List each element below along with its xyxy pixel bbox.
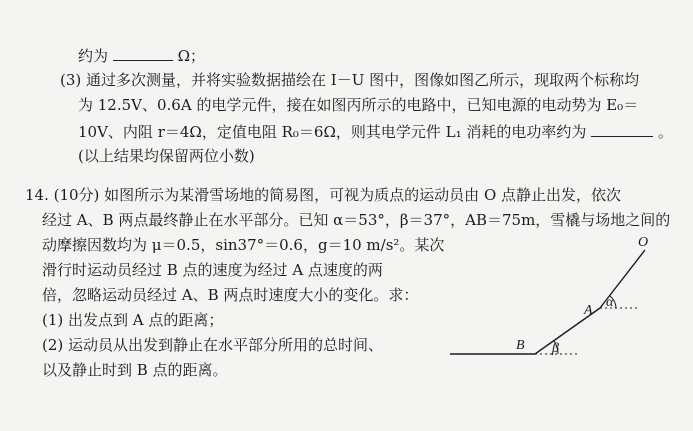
question-14-line-1: 14. (10分) 如图所示为某滑雪场地的简易图，可视为质点的运动员由 O 点静止出发，依次 (25, 186, 622, 204)
sub-question-2-cont: 以及静止时到 B 点的距离。 (42, 361, 228, 379)
angle-alpha-label: α (606, 295, 614, 310)
line-answer-resistance (78, 46, 205, 65)
point-a-label: A (584, 303, 593, 318)
text: 。 (657, 123, 673, 141)
question-3-line-1: (3) 通过多次测量，并将实验数据描绘在 I－U 图中，图像如图乙所示，现取两个标称均 (60, 71, 640, 89)
question-14-line-2: 经过 A、B 两点最终静止在水平部分。已知 α＝53°，β＝37°，AB＝75m，雪橇与场地之间的 (42, 211, 671, 229)
text: Ω； (177, 47, 206, 65)
angle-beta-label: β (552, 341, 559, 356)
question-14-line-3: 动摩擦因数均为 μ＝0.5，sin37°＝0.6，g＝10 m/s²。某次 (42, 236, 445, 254)
question-14-line-4: 滑行时运动员经过 B 点的速度为经过 A 点速度的两 (42, 261, 383, 279)
sub-question-1: (1) 出发点到 A 点的距离； (42, 311, 224, 329)
question-3-line-2: 为 12.5V、0.6A 的电学元件，接在如图丙所示的电路中，已知电源的电动势为 E₀＝ (78, 96, 639, 114)
point-o-label: O (638, 235, 649, 250)
answer-blank-power[interactable] (591, 122, 653, 137)
text: 10V、内阻 r＝4Ω，定值电阻 R₀＝6Ω，则其电学元件 L₁ 消耗的电功率约为 (78, 123, 587, 141)
question-14-line-5: 倍，忽略运动员经过 A、B 两点时速度大小的变化。求： (42, 286, 419, 304)
rounding-note: (以上结果均保留两位小数) (78, 147, 255, 165)
point-b-label: B (516, 338, 525, 353)
answer-blank-resistance[interactable] (113, 46, 173, 61)
sub-question-2: (2) 运动员从出发到静止在水平部分所用的总时间、 (42, 336, 384, 354)
ski-slope-figure (440, 228, 660, 358)
question-3-line-3 (78, 122, 673, 141)
text: 约为 (78, 47, 109, 65)
